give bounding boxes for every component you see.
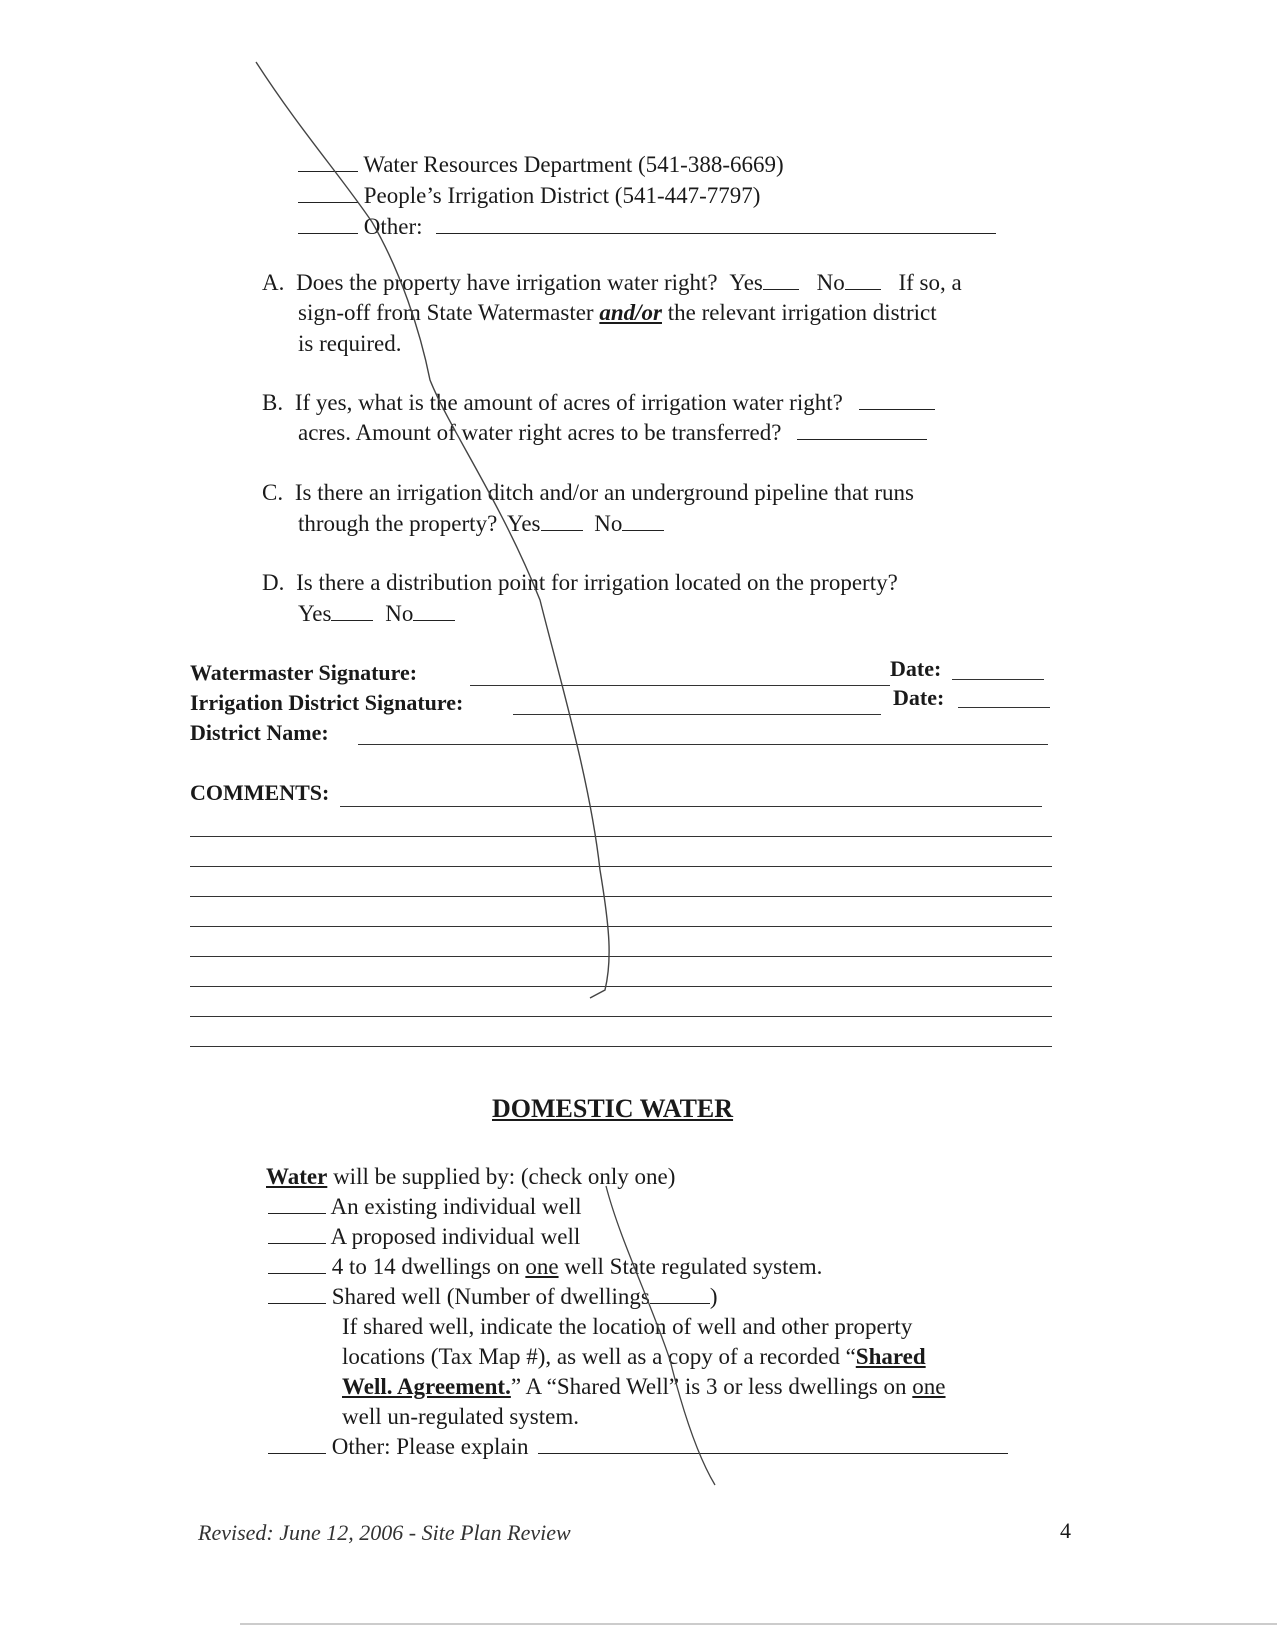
- shared-well-note-line2: locations (Tax Map #), as well as a copy of a recorded “Shared: [342, 1344, 926, 1369]
- shared-well-note-line3: Well. Agreement.” A “Shared Well” is 3 or less dwellings on one: [342, 1374, 946, 1399]
- domestic-water-heading: DOMESTIC WATER: [492, 1094, 734, 1123]
- agency-label: People’s Irrigation District (541-447-7797): [363, 183, 761, 208]
- yes-blank[interactable]: [763, 269, 799, 290]
- agency-water-resources: [298, 150, 784, 180]
- check-blank[interactable]: [268, 1283, 326, 1304]
- agency-other: [298, 212, 996, 242]
- check-blank[interactable]: [268, 1193, 326, 1214]
- option-shared-well: Shared well (Number of dwellings ): [268, 1282, 718, 1312]
- agency-peoples-irrigation: [298, 181, 760, 211]
- yes-blank[interactable]: [331, 600, 373, 621]
- question-letter: D.: [262, 570, 285, 595]
- comments-label: COMMENTS:: [190, 780, 330, 805]
- check-blank[interactable]: [268, 1433, 326, 1454]
- comments-line[interactable]: [190, 1016, 1052, 1017]
- page-number: 4: [1060, 1518, 1071, 1543]
- check-blank[interactable]: [298, 213, 358, 234]
- question-d-line1: D. Is there a distribution point for irrigation located on the property?: [262, 570, 898, 595]
- option-proposed-well: A proposed individual well: [268, 1222, 580, 1252]
- comments-line[interactable]: [190, 1046, 1052, 1047]
- shared-well-note-line4: well un-regulated system.: [342, 1404, 579, 1429]
- comments-line[interactable]: [190, 866, 1052, 867]
- question-a-line1: A. Does the property have irrigation water right? Yes No If so, a: [262, 270, 962, 295]
- check-blank[interactable]: [268, 1223, 326, 1244]
- domestic-intro: Water will be supplied by: (check only one): [266, 1164, 676, 1189]
- agency-label: Water Resources Department (541-388-6669): [363, 152, 784, 177]
- footer-revised: Revised: June 12, 2006 - Site Plan Review: [198, 1520, 571, 1545]
- question-c-line2: through the property? Yes No: [298, 509, 664, 539]
- comments-line[interactable]: [190, 956, 1052, 957]
- question-letter: C.: [262, 480, 284, 505]
- option-other: Other: Please explain: [268, 1432, 1008, 1462]
- question-d-line2: Yes No: [298, 599, 455, 629]
- no-blank[interactable]: [413, 600, 455, 621]
- watermaster-date-field[interactable]: [952, 679, 1044, 680]
- comments-line[interactable]: [190, 896, 1052, 897]
- agency-label: Other:: [363, 214, 423, 239]
- acres-field[interactable]: [859, 389, 935, 410]
- yes-blank[interactable]: [541, 510, 583, 531]
- irrigation-district-signature-label: Irrigation District Signature:: [190, 690, 464, 715]
- other-explain-field[interactable]: [538, 1433, 1008, 1454]
- district-name-label: District Name:: [190, 720, 329, 745]
- district-name-field[interactable]: [358, 744, 1048, 745]
- shared-well-note-line1: If shared well, indicate the location of well and other property: [342, 1314, 913, 1339]
- comments-line[interactable]: [190, 986, 1052, 987]
- question-a-line3: is required.: [298, 331, 402, 356]
- check-blank[interactable]: [298, 151, 358, 172]
- comments-line[interactable]: [190, 836, 1052, 837]
- question-c-line1: C. Is there an irrigation ditch and/or an underground pipeline that runs: [262, 480, 914, 505]
- option-existing-well: An existing individual well: [268, 1192, 582, 1222]
- question-a-line2: sign-off from State Watermaster and/or the relevant irrigation district: [298, 300, 937, 325]
- check-blank[interactable]: [268, 1253, 326, 1274]
- comments-line[interactable]: [340, 806, 1042, 807]
- irrigation-district-date-label: Date:: [893, 685, 945, 710]
- question-b-line2: acres. Amount of water right acres to be transferred?: [298, 418, 927, 448]
- no-blank[interactable]: [845, 269, 881, 290]
- irrigation-district-signature-field[interactable]: [513, 714, 881, 715]
- comments-line[interactable]: [190, 926, 1052, 927]
- watermaster-signature-label: Watermaster Signature:: [190, 660, 418, 685]
- dwellings-count-field[interactable]: [650, 1283, 710, 1304]
- question-letter: B.: [262, 390, 284, 415]
- watermaster-date-label: Date:: [890, 656, 942, 681]
- check-blank[interactable]: [298, 182, 358, 203]
- other-agency-field[interactable]: [436, 213, 996, 234]
- transfer-acres-field[interactable]: [797, 419, 927, 440]
- option-state-regulated: 4 to 14 dwellings on one well State regulated system.: [268, 1252, 822, 1282]
- watermaster-signature-field[interactable]: [470, 685, 890, 686]
- irrigation-district-date-field[interactable]: [958, 707, 1050, 708]
- no-blank[interactable]: [622, 510, 664, 531]
- question-b-line1: B. If yes, what is the amount of acres of irrigation water right?: [262, 388, 935, 418]
- question-letter: A.: [262, 270, 285, 295]
